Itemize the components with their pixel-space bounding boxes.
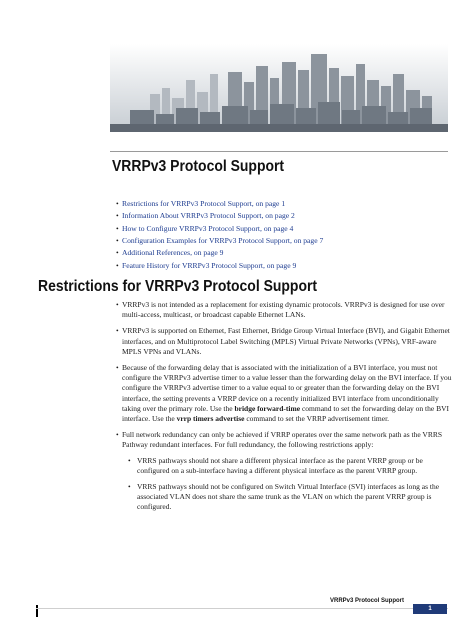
toc-link-how-to-configure[interactable]: How to Configure VRRPv3 Protocol Support, on page 4 [122, 223, 294, 233]
toc-link-additional-references[interactable]: Additional References, on page 9 [122, 248, 224, 258]
footer-chapter-label: VRRPv3 Protocol Support [330, 598, 405, 604]
toc-item [122, 235, 452, 247]
page-number: 1 [413, 604, 447, 614]
restriction-item: • VRRPv3 is not intended as a replacement for existing dynamic protocols. VRRPv3 is designed for use over multi-access, multicast, or broadcast capable Ethernet LANs. [122, 300, 452, 320]
toc-item [122, 260, 452, 272]
restriction-item [122, 363, 452, 424]
footer-divider [36, 608, 448, 609]
header-divider [110, 151, 448, 152]
toc-link-information[interactable]: Information About VRRPv3 Protocol Support, on page 2 [122, 211, 295, 221]
toc-link-restrictions[interactable]: Restrictions for VRRPv3 Protocol Support, on page 1 [122, 199, 286, 208]
toc-item [122, 247, 452, 259]
section-title: Restrictions for VRRPv3 Protocol Support [38, 278, 318, 295]
command-bridge-forward-time: bridge forward-time [234, 403, 301, 413]
restriction-text: Because of the forwarding delay that is associated with the initialization of a BVI interface, you must not configure the VRRPv3 advertise timer to a value lesser than the forwarding delay on the BVI interface. If you configure the VRRPv3 advertise timer to a value equal to or greater than the forwarding delay on the BVI interface, the setting prevents a VRRP device on a recently initialized BVI interface from unconditionally taking over the primary role. Use the [122, 363, 452, 413]
toc-link-feature-history[interactable]: Feature History for VRRPv3 Protocol Support, on page 9 [122, 260, 297, 270]
chapter-title: VRRPv3 Protocol Support [112, 158, 285, 175]
restriction-item [122, 430, 452, 512]
command-vrrp-timers-advertise: vrrp timers advertise [176, 414, 245, 424]
restriction-text: command to set the forwarding delay on the BVI interface. Use the [122, 403, 449, 424]
toc-link-configuration-examples[interactable]: Configuration Examples for VRRPv3 Protocol Support, on page 7 [122, 236, 324, 246]
toc-item [122, 223, 452, 235]
restriction-item: • VRRPv3 is supported on Ethernet, Fast Ethernet, Bridge Group Virtual Interface (BVI), and Gigabit Ethernet interfaces, and on Multiprotocol Label Switching (MPLS) Virtual Private Networks (VPNs), VRF-aware MPLS VPNs and VLANs. [122, 326, 452, 357]
restriction-sublist [137, 456, 452, 513]
restriction-subitem: • VRRS pathways should not share a different physical interface as the parent VRRP group or be configured on a sub-interface having a different physical interface as the parent VRRP group. [137, 456, 452, 476]
restrictions-list [122, 300, 452, 519]
restriction-text: command to set the VRRP advertisement timer. [244, 414, 390, 424]
chapter-toc [122, 198, 452, 272]
footer-left-marker [36, 605, 38, 617]
toc-item [122, 210, 452, 222]
restriction-text: Full network redundancy can only be achieved if VRRP operates over the same network path as the VRRS Pathway redundant interfaces. For full redundancy, the following restrictions apply: [122, 430, 442, 450]
restriction-subitem: • VRRS pathways should not be configured on Switch Virtual Interface (SVI) interfaces as long as the associated VLAN does not share the same trunk as the VLAN on which the parent VRRP group is configured. [137, 482, 452, 513]
toc-item [122, 198, 452, 210]
header-skyline-image [110, 44, 448, 132]
